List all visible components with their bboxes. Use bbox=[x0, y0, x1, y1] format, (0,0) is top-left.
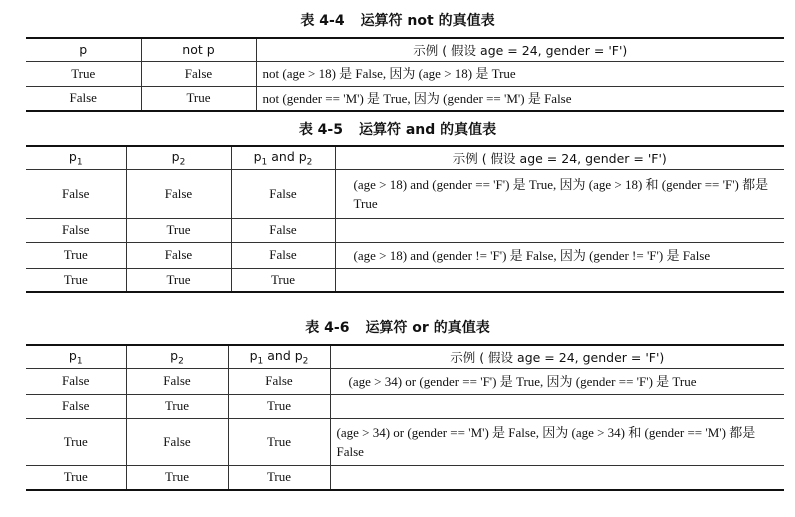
header-p2: $p_2$ bbox=[126, 345, 228, 368]
table-row bbox=[26, 268, 784, 292]
and-table-caption bbox=[0, 121, 795, 139]
cell-p1: True bbox=[26, 418, 126, 465]
table-row bbox=[26, 242, 784, 268]
cell-p2: True bbox=[126, 394, 228, 418]
header-p1: $p_1$ bbox=[26, 146, 126, 169]
cell-p: True bbox=[26, 61, 141, 86]
cell-p1: False bbox=[26, 169, 126, 218]
caption-title: 运算符 not 的真值表 bbox=[360, 13, 495, 29]
table-row bbox=[26, 418, 784, 465]
table-row bbox=[26, 61, 784, 86]
table-row bbox=[26, 465, 784, 490]
cell-p2: False bbox=[126, 418, 228, 465]
header-example: 示例 ( 假设 age = 24, gender = 'F') bbox=[330, 345, 784, 368]
cell-result: False bbox=[231, 218, 335, 242]
caption-number: 表 4-4 bbox=[300, 13, 345, 29]
header-p1-and-p2: $p_1$ and $p_2$ bbox=[231, 146, 335, 169]
caption-title: 运算符 or 的真值表 bbox=[365, 320, 490, 336]
cell-example bbox=[330, 394, 784, 418]
and-truth-table bbox=[26, 145, 784, 293]
cell-example: not (age > 18) 是 False, 因为 (age > 18) 是 True bbox=[256, 61, 784, 86]
cell-p1: True bbox=[26, 268, 126, 292]
table-header-row bbox=[26, 345, 784, 368]
cell-example: (age > 34) or (gender == 'F') 是 True, 因为 (gender == 'F') 是 True bbox=[330, 368, 784, 394]
cell-result: False bbox=[231, 169, 335, 218]
cell-p2: True bbox=[126, 268, 231, 292]
table-row bbox=[26, 169, 784, 218]
cell-result: True bbox=[228, 394, 330, 418]
caption-number: 表 4-6 bbox=[305, 320, 350, 336]
cell-p2: False bbox=[126, 368, 228, 394]
cell-p1: False bbox=[26, 368, 126, 394]
caption-title: 运算符 and 的真值表 bbox=[358, 122, 497, 138]
cell-result: True bbox=[228, 418, 330, 465]
table-row bbox=[26, 394, 784, 418]
header-p: p bbox=[26, 38, 141, 61]
cell-example bbox=[330, 465, 784, 490]
cell-p1: True bbox=[26, 242, 126, 268]
header-example: 示例 ( 假设 age = 24, gender = 'F') bbox=[256, 38, 784, 61]
header-p1: $p_1$ bbox=[26, 345, 126, 368]
cell-p2: True bbox=[126, 218, 231, 242]
table-row bbox=[26, 368, 784, 394]
cell-example: (age > 18) and (gender != 'F') 是 False, 因为 (gender != 'F') 是 False bbox=[335, 242, 784, 268]
not-truth-table bbox=[26, 37, 784, 112]
header-p2: $p_2$ bbox=[126, 146, 231, 169]
cell-not-p: False bbox=[141, 61, 256, 86]
cell-result: False bbox=[228, 368, 330, 394]
or-truth-table bbox=[26, 344, 784, 491]
cell-p: False bbox=[26, 86, 141, 111]
header-not-p: not p bbox=[141, 38, 256, 61]
table-header-row bbox=[26, 146, 784, 169]
table-row bbox=[26, 86, 784, 111]
cell-p1: False bbox=[26, 218, 126, 242]
cell-example: (age > 18) and (gender == 'F') 是 True, 因为 (age > 18) 和 (gender == 'F') 都是 True bbox=[335, 169, 784, 218]
cell-p2: False bbox=[126, 169, 231, 218]
caption-number: 表 4-5 bbox=[298, 122, 343, 138]
cell-p1: False bbox=[26, 394, 126, 418]
cell-example: (age > 34) or (gender == 'M') 是 False, 因为 (age > 34) 和 (gender == 'M') 都是 False bbox=[330, 418, 784, 465]
header-p1-and-p2: $p_1$ and $p_2$ bbox=[228, 345, 330, 368]
cell-example: not (gender == 'M') 是 True, 因为 (gender == 'M') 是 False bbox=[256, 86, 784, 111]
cell-example bbox=[335, 218, 784, 242]
cell-p2: False bbox=[126, 242, 231, 268]
cell-result: True bbox=[228, 465, 330, 490]
header-example: 示例 ( 假设 age = 24, gender = 'F') bbox=[335, 146, 784, 169]
table-header-row bbox=[26, 38, 784, 61]
cell-example bbox=[335, 268, 784, 292]
table-row bbox=[26, 218, 784, 242]
cell-result: False bbox=[231, 242, 335, 268]
not-table-caption bbox=[0, 12, 795, 30]
or-table-caption bbox=[0, 319, 795, 337]
cell-result: True bbox=[231, 268, 335, 292]
cell-not-p: True bbox=[141, 86, 256, 111]
cell-p2: True bbox=[126, 465, 228, 490]
cell-p1: True bbox=[26, 465, 126, 490]
